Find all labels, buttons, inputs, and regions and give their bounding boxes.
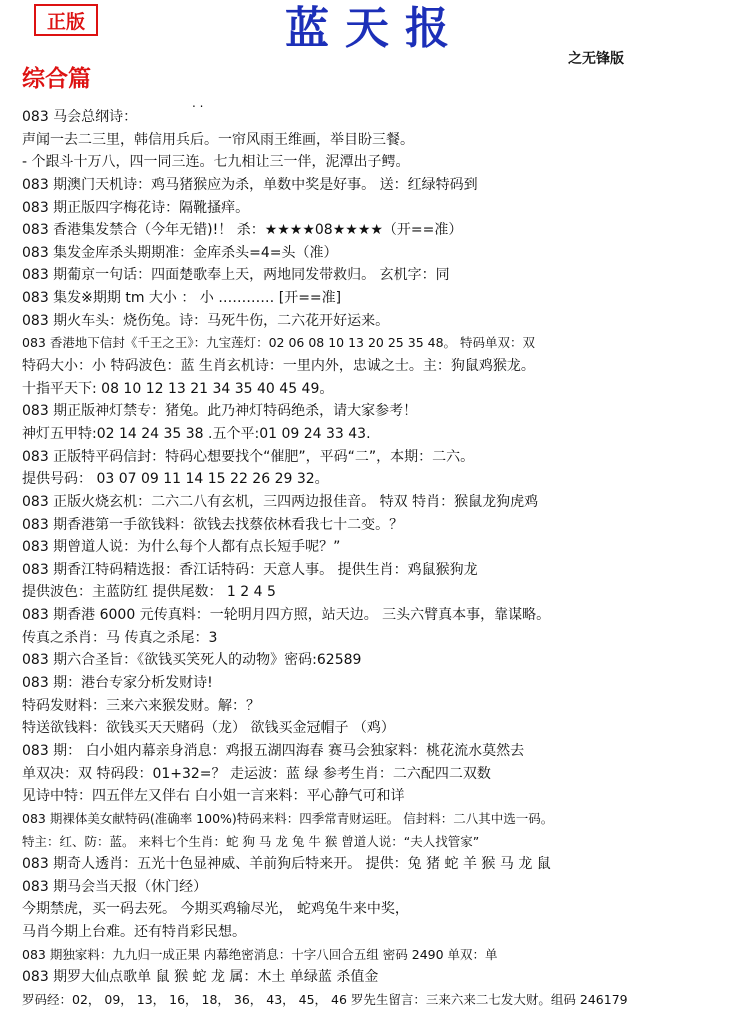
newspaper-title: 蓝天报 [285,3,465,54]
content-line: 083 期：港台专家分析发财诗! [22,675,213,692]
content-line: 083 期葡京一句话：四面楚歌奉上天，两地同发带救归。 玄机字：同 [22,267,450,284]
content-lines [22,106,742,1012]
content-line: 特送欲钱料：欲钱买天天赌码（龙） 欲钱买金冠帽子 （鸡） [22,720,395,737]
content-line: 083 期香港 6000 元传真料：一轮明月四方照，站天边。 三头六臂真本事，靠谋略。 [22,607,551,624]
content-line: 见诗中特：四五伴左又伴右 白小姐一言来料：平心静气可和详 [22,788,405,805]
content-line: 083 期香港第一手欲钱料：欲钱去找蔡依林看我七十二变。？ [22,516,404,533]
content-line: 083 香港地下信封《千王之王》：九宝莲灯：02 06 08 10 13 20 25 35 48。 特码单双：双 [22,335,535,351]
content-line: 传真之杀肖：马 传真之杀尾：3 [22,629,218,646]
content-line: 神灯五甲特:02 14 24 35 38 .五个平:01 09 24 33 43. [22,425,371,442]
content-line: 声闻一去二三里，韩信用兵后。一帘风雨王维画，举目盼三餐。 [22,131,414,148]
content-line: 特主：红、防：蓝。 来料七个生肖：蛇 狗 马 龙 兔 牛 猴 曾道人说：“夫人找管家” [22,833,480,849]
content-line: 罗码经：02， 09， 13， 16， 18， 36， 43， 45， 46 罗先生留言：三来六来二七发大财。组码 246179 [22,991,628,1007]
dots-mark: . . [192,96,204,110]
content-line: 083 期曾道人说：为什么每个人都有点长短手呢？” [22,539,341,556]
content-line: 083 期马会当天报（休门经） [22,878,208,895]
content-line: 083 正版特平码信封：特码心想要找个“催肥”，平码“二”，本期：二六。 [22,448,475,465]
content-line: 083 期裸体美女献特码(准确率 100%)特码来料：四季常青财运旺。 信封料：二八其中选一码。 [22,810,554,826]
content-line: 083 集发金库杀头期期准：金库杀头=4=头（准） [22,244,338,261]
content-line: 十指平天下: 08 10 12 13 21 34 35 40 45 49。 [22,380,334,397]
content-line: 马肖今期上台难。还有特肖彩民想。 [22,924,246,941]
content-line: 083 期独家料：九九归一成正果 内幕绝密消息：十字八回合五组 密码 2490 单双：单 [22,946,498,962]
content-line: 083 期正版神灯禁专：猪兔。此乃神灯特码绝杀，请大家参考！ [22,403,418,420]
content-line: 083 期奇人透肖：五光十色显神威、羊前狗后特来开。 提供：兔 猪 蛇 羊 猴 马 龙 鼠 [22,856,551,873]
content-line: 单双决：双 特码段：01+32=？ 走运波：蓝 绿 参考生肖：二六配四二双数 [22,765,491,782]
content-line: 083 期： 白小姐内幕亲身消息：鸡报五湖四海春 赛马会独家料：桃花流水莫然去 [22,742,525,759]
content-line: 083 期六合圣旨：《欲钱买笑死人的动物》密码:62589 [22,652,362,669]
content-line: 083 期火车头：烧伤兔。诗：马死牛伤，二六花开好运来。 [22,312,390,329]
edition-label: 之无锋版 [568,51,624,67]
section-heading: 综合篇 [22,65,91,92]
content-line: 提供号码： 03 07 09 11 14 15 22 26 29 32。 [22,471,329,488]
content-line: 083 正版火烧玄机：二六二八有玄机，三四两边报佳音。 特双 特肖：猴鼠龙狗虎鸡 [22,493,539,510]
content-line: 083 香港集发禁合（今年无错)!！ 杀：★★★★08★★★★（开==准） [22,222,463,239]
content-line: 特码大小：小 特码波色：蓝 生肖玄机诗：一里内外，忠诚之士。主：狗鼠鸡猴龙。 [22,358,535,375]
content-line: 083 期正版四字梅花诗：隔靴搔痒。 [22,199,250,216]
content-line: 提供波色：主蓝防红 提供尾数： 1 2 4 5 [22,584,276,601]
content-line: 083 马会总纲诗： [22,109,138,125]
genuine-badge: 正版 [34,4,98,36]
content-line: 特码发财料：三来六来猴发财。解：？ [22,697,260,714]
content-line: 083 期罗大仙点歌单 鼠 猴 蛇 龙 属：木土 单绿蓝 杀值金 [22,969,379,986]
content-line: - 个跟斗十万八，四一同三连。七九相让三一伴，泥潭出子鳄。 [22,154,410,171]
content-line: 083 期香江特码精选报：香江话特码：天意人事。 提供生肖：鸡鼠猴狗龙 [22,561,478,578]
content-line: 今期禁虎，买一码去死。 今期买鸡输尽光， 蛇鸡兔牛来中奖， [22,901,409,918]
content-line: 083 集发※期期 tm 大小 ： 小 ………… [开==准] [22,290,342,307]
content-line: 083 期澳门天机诗：鸡马猪猴应为杀，单数中奖是好事。 送：红绿特码到 [22,176,478,193]
